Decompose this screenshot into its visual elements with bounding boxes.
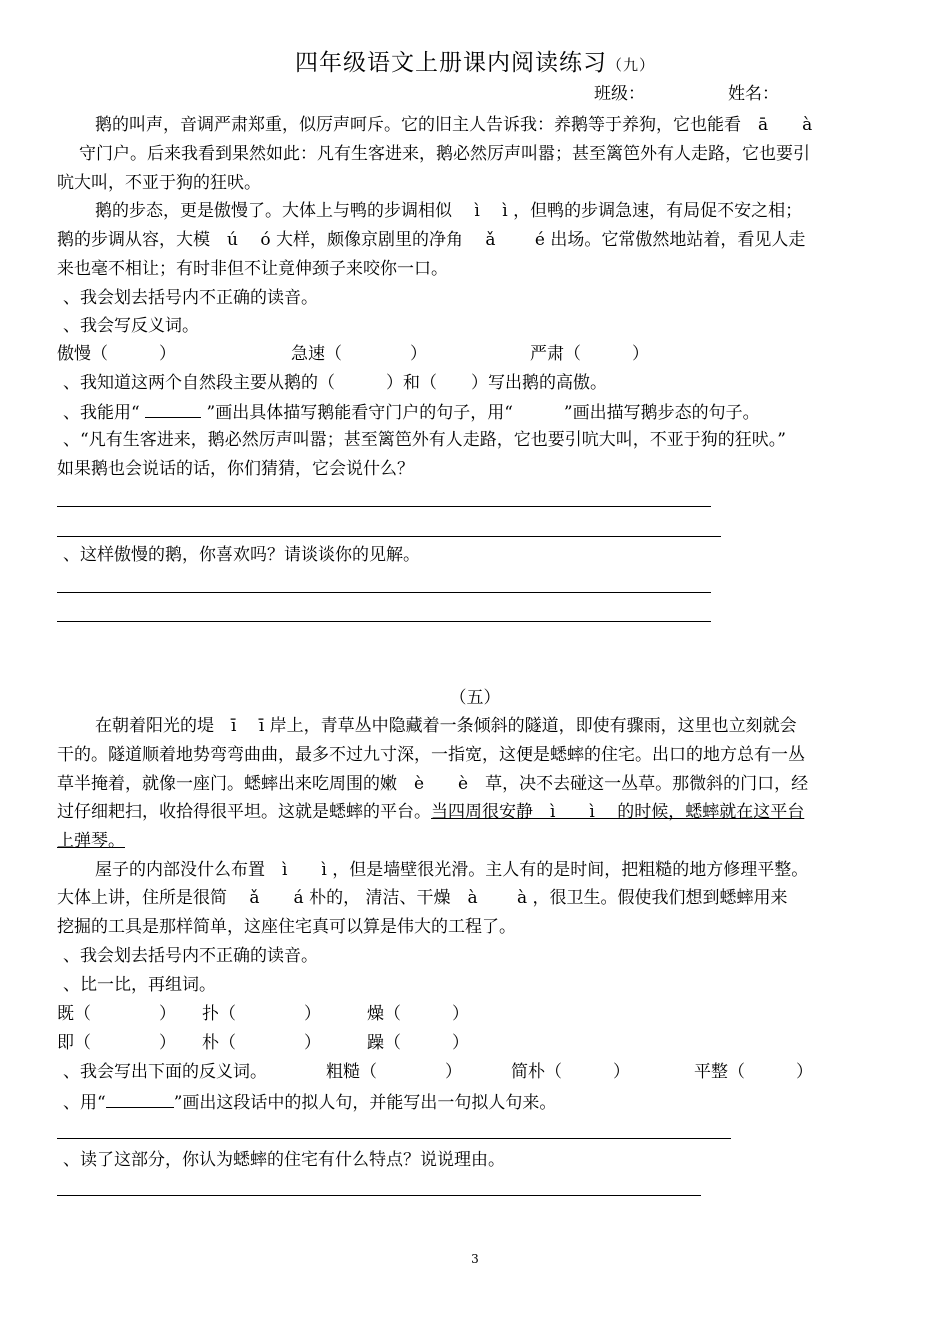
passage1-line: 吭大叫，不亚于狗的狂吠。 bbox=[57, 173, 261, 193]
answer-line[interactable] bbox=[57, 506, 711, 507]
antonym-item[interactable]: 平整（ ） bbox=[694, 1062, 813, 1082]
answer-line[interactable] bbox=[57, 1195, 701, 1196]
underline-sample bbox=[106, 1091, 174, 1108]
name-label: 姓名： bbox=[728, 84, 779, 104]
question-5-continued: 如果鹅也会说话的话，你们猜猜，它会说什么？ bbox=[57, 459, 414, 479]
answer-line[interactable] bbox=[57, 536, 721, 537]
passage2-line: 过仔细耙扫，收拾得很平坦。这就是蟋蟀的平台。当四周很安静 ì ì 的时候，蟋蟀就在这平台 bbox=[57, 802, 805, 822]
antonym-item[interactable]: 粗糙（ ） bbox=[326, 1062, 462, 1082]
compare-item[interactable]: 朴（ ） bbox=[202, 1033, 321, 1053]
question-5: 、“凡有生客进来，鹅必然厉声叫嚣；甚至篱笆外有人走路，它也要引吭大叫，不亚于狗的狂吠。” bbox=[63, 430, 786, 450]
question-1: 、我会划去括号内不正确的读音。 bbox=[63, 946, 318, 966]
question-6: 、这样傲慢的鹅，你喜欢吗？请谈谈你的见解。 bbox=[63, 545, 420, 565]
passage1-line: 守门户。后来我看到果然如此：凡有生客进来，鹅必然厉声叫嚣；甚至篱笆外有人走路，它也要引 bbox=[79, 144, 810, 164]
section-heading: （五） bbox=[449, 688, 501, 708]
passage1-line: 鹅的叫声，音调严肃郑重，似厉声呵斥。它的旧主人告诉我：养鹅等于养狗，它也能看 ā à bbox=[95, 115, 813, 135]
passage1-line: 来也毫不相让；有时非但不让竟伸颈子来咬你一口。 bbox=[57, 259, 448, 279]
passage2-line bbox=[57, 831, 125, 851]
question-5: 、读了这部分，你认为蟋蟀的住宅有什么特点？说说理由。 bbox=[63, 1150, 505, 1170]
passage2-line: 草半掩着，就像一座门。蟋蟀出来吃周围的嫩 è è 草，决不去碰这一丛草。那微斜的门口，经 bbox=[57, 774, 809, 794]
passage2-line: 干的。隧道顺着地势弯弯曲曲，最多不过九寸深，一指宽，这便是蟋蟀的住宅。出口的地方总有一丛 bbox=[57, 745, 805, 765]
question-4: 、用“ ”画出这段话中的拟人句，并能写出一句拟人句来。 bbox=[63, 1093, 557, 1113]
compare-item[interactable]: 既（ ） bbox=[57, 1004, 176, 1024]
answer-line[interactable] bbox=[57, 592, 711, 593]
antonym-item[interactable]: 傲慢（ ） bbox=[57, 344, 176, 364]
underline-sample bbox=[145, 401, 201, 418]
antonym-item[interactable]: 简朴（ ） bbox=[511, 1062, 630, 1082]
passage2-line: 屋子的内部没什么布置 ì ì ，但是墙壁很光滑。主人有的是时间，把粗糙的地方修理平整。 bbox=[95, 860, 809, 880]
answer-line[interactable] bbox=[57, 621, 711, 622]
question-2: 、我会写反义词。 bbox=[63, 316, 199, 336]
question-2: 、比一比，再组词。 bbox=[63, 975, 216, 995]
question-1: 、我会划去括号内不正确的读音。 bbox=[63, 288, 318, 308]
compare-item[interactable]: 扑（ ） bbox=[202, 1004, 321, 1024]
compare-item[interactable]: 躁（ ） bbox=[367, 1033, 469, 1053]
antonym-item[interactable]: 严肃（ ） bbox=[530, 344, 649, 364]
question-4: 、我能用“ ”画出具体描写鹅能看守门户的句子，用“ ”画出描写鹅步态的句子。 bbox=[63, 403, 760, 423]
compare-item[interactable]: 即（ ） bbox=[57, 1033, 176, 1053]
page-number: 3 bbox=[471, 1252, 479, 1266]
passage2-line: 挖掘的工具是那样简单，这座住宅真可以算是伟大的工程了。 bbox=[57, 917, 516, 937]
underlined-sentence: 上弹琴。 bbox=[57, 831, 125, 851]
question-3: 、我知道这两个自然段主要从鹅的（ ）和（ ）写出鹅的高傲。 bbox=[63, 373, 607, 393]
worksheet-title: 四年级语文上册课内阅读练习（九） bbox=[294, 50, 655, 76]
class-label: 班级： bbox=[594, 84, 645, 104]
passage1-line: 鹅的步调从容，大模 ú ó 大样，颇像京剧里的净角 ǎ é 出场。它常傲然地站着，看见人走 bbox=[57, 230, 806, 250]
antonym-item[interactable]: 急速（ ） bbox=[291, 344, 427, 364]
compare-item[interactable]: 燥（ ） bbox=[367, 1004, 469, 1024]
passage2-line: 在朝着阳光的堤 ī ī 岸上，青草丛中隐藏着一条倾斜的隧道，即使有骤雨，这里也立刻就会 bbox=[95, 716, 797, 736]
question-3: 、我会写出下面的反义词。 bbox=[63, 1062, 267, 1082]
underlined-sentence: 当四周很安静 ì ì 的时候，蟋蟀就在这平台 bbox=[431, 802, 805, 822]
passage1-line: 鹅的步态，更是傲慢了。大体上与鸭的步调相似 ì ì ，但鸭的步调急速，有局促不安之相； bbox=[95, 201, 803, 221]
answer-line[interactable] bbox=[57, 1138, 731, 1139]
passage2-line: 大体上讲，住所是很简 ǎ á 朴的， 清洁、干燥 à à ，很卫生。假使我们想到蟋蟀用来 bbox=[57, 888, 788, 908]
